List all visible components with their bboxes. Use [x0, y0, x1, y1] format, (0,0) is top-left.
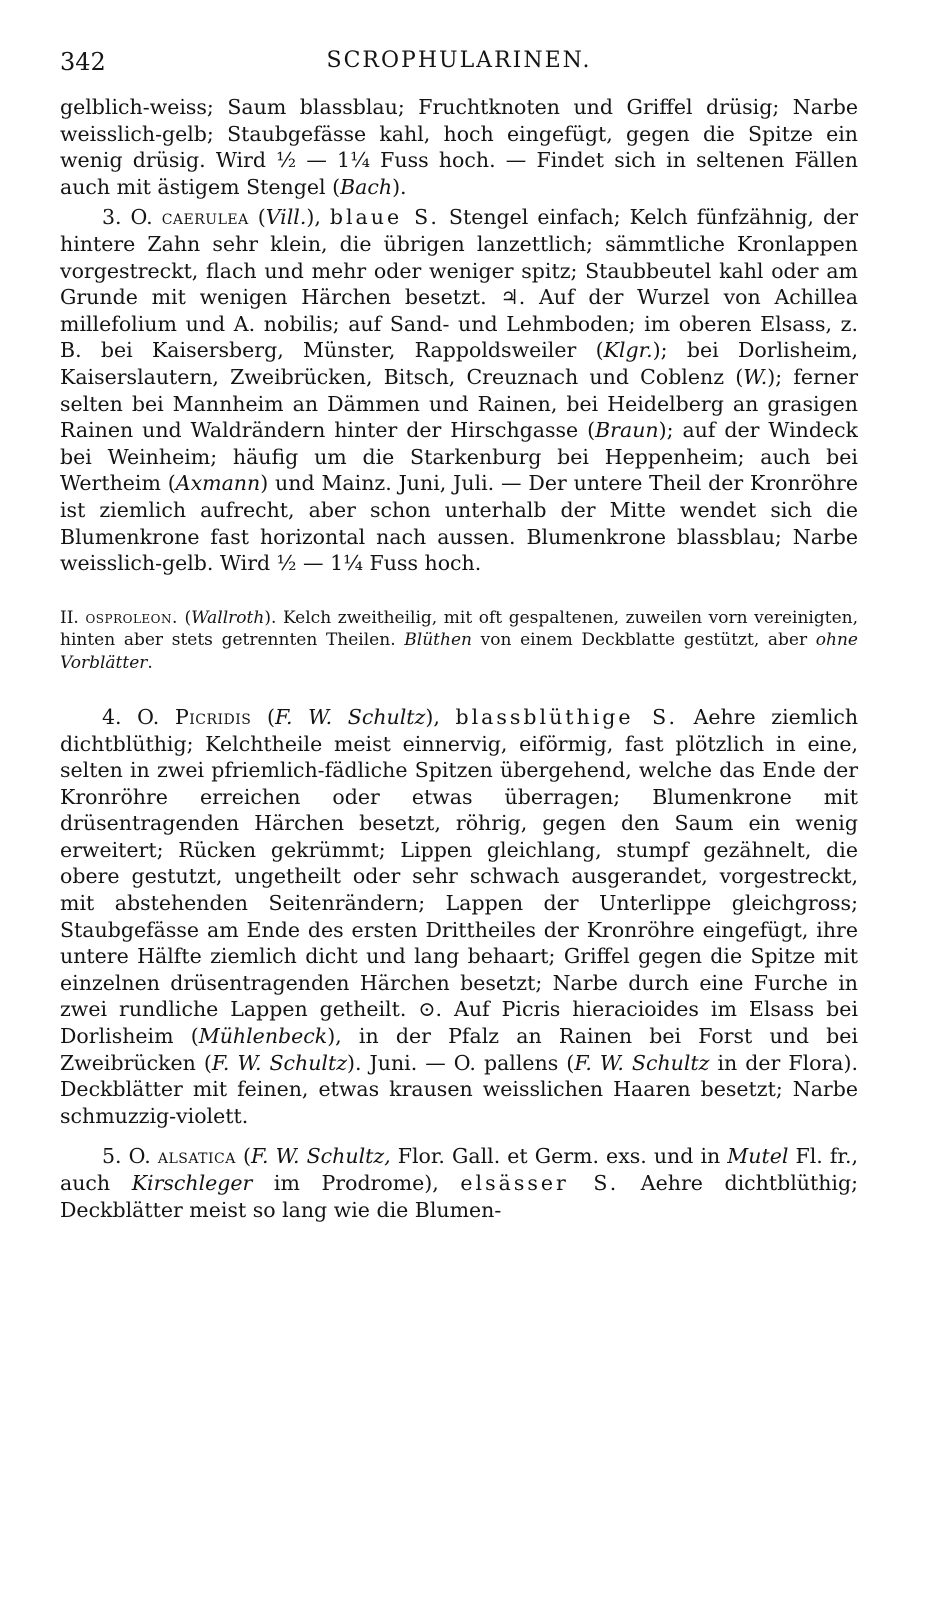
punctuation: ),: [425, 704, 456, 729]
species-entry-picridis: [60, 704, 858, 1130]
punctuation: (: [177, 607, 192, 628]
species-entry-caerulea: [60, 204, 858, 576]
description-text: in der Flora). Deckblätter mit feinen, etwas krausen weisslichen Haaren besetzt; Narbe schmuzzig-violett.: [60, 1050, 859, 1128]
author-citation: F. W. Schultz: [211, 1050, 348, 1075]
author-citation: Mühlenbeck: [198, 1024, 328, 1049]
punctuation: (: [235, 1144, 251, 1169]
author-citation: Klgr.: [603, 338, 653, 363]
entry-number: 3. O.: [102, 205, 153, 230]
description-text: Fl. fr., auch: [60, 1144, 859, 1195]
paragraph-text: ).: [392, 174, 407, 199]
description-text: ); auf der Windeck bei Weinheim; häufig um die Starkenburg bei Heppenheim; auch bei Wertheim (: [60, 418, 858, 496]
common-name: blassblüthige S.: [455, 704, 678, 729]
paragraph-text: gelblich-weiss; Saum blassblau; Fruchtknoten und Griffel drüsig; Narbe weisslich-gelb; Staubgefässe kahl, hoch eingefügt, gegen die Spitze ein wenig drüsig. Wird ½ — 1¼ Fuss hoch. — Findet sich in seltenen Fällen auch mit ästigem Stengel (: [60, 95, 858, 199]
species-name: Picridis: [174, 704, 252, 729]
entry-number: 5. O.: [102, 1144, 151, 1169]
entry-number: 4. O.: [102, 704, 160, 729]
section-emphasis: Blüthen: [404, 630, 472, 651]
continued-paragraph: [60, 94, 858, 200]
species-name: caerulea: [161, 205, 249, 230]
species-author: F. W. Schultz,: [250, 1144, 391, 1169]
species-name: alsatica: [157, 1144, 236, 1169]
section-name: osproleon.: [85, 607, 178, 628]
description-text: ); bei Dorlisheim, Kaiserslautern, Zweibrücken, Bitsch, Creuznach und Coblenz (: [60, 338, 859, 389]
description-text: Stengel einfach; Kelch fünfzähnig, der hintere Zahn sehr klein, die übrigen lanzettlich; sämmtliche Kronlappen vorgestreckt, flach und mehr oder weniger spitz; Staubbeutel kahl oder am Grunde mit wenigen Härchen besetzt. ♃. Auf der Wurzel von Achillea millefolium und A. nobilis; auf Sand- und Lehmboden; im oberen Elsass, z. B. bei Kaisersberg, Münster, Rappoldsweiler (: [60, 205, 859, 363]
section-number: II.: [60, 607, 79, 628]
description-text: ), in der Pfalz an Rainen bei Forst und bei Zweibrücken (: [60, 1024, 858, 1075]
punctuation: (: [251, 704, 276, 729]
author-citation: Axmann: [175, 471, 261, 496]
description-text: Aehre ziemlich dichtblüthig; Kelchtheile meist einnervig, eiförmig, fast plötzlich in eine, selten in zwei pfriemlich-fädliche Spitzen übergehend, welche das Ende der Kronröhre erreichen oder etwas überragen; Blumenkrone mit drüsentragenden Härchen besetzt, röhrig, gegen den Saum ein wenig erweitert; Rücken gekrümmt; Lippen gleichlang, stumpf gezähnelt, die obere gestutzt, ungetheilt oder sehr schwach ausgerandet, vorgestreckt, mit abstehenden Seitenrändern; Lappen der Unterlippe gleichgross; Staubgefässe am Ende des ersten Drittheiles der Kronröhre eingefügt, ihre untere Hälfte ziemlich dicht und lang behaart; Griffel gegen die Spitze mit einzelnen drüsentragenden Härchen besetzt; Narbe durch eine Furche in zwei rundliche Lappen getheilt. ⊙. Auf Picris hieracioides im Elsass bei Dorlisheim (: [60, 704, 859, 1049]
section-emphasis: ohne Vorblätter: [60, 630, 858, 673]
section-text: .: [147, 652, 153, 673]
page-number: 342: [60, 48, 106, 76]
common-name: blaue S.: [329, 205, 440, 230]
species-entry-alsatica: [60, 1143, 858, 1223]
author-citation: W.: [743, 364, 768, 389]
author-citation: Braun: [595, 418, 659, 443]
description-text: ). Juni. — O. pallens (: [347, 1050, 575, 1075]
section-osproleon: [60, 607, 858, 674]
description-text: ); ferner selten bei Mannheim an Dämmen und Rainen, bei Heidelberg an grasigen Rainen und Waldrändern hinter der Hirschgasse (: [60, 364, 858, 443]
section-text: von einem Deckblatte gestützt, aber: [471, 630, 816, 651]
punctuation: ),: [306, 205, 330, 230]
author-citation: Mutel: [727, 1144, 789, 1169]
description-text: Flor. Gall. et Germ. exs. und in: [390, 1144, 728, 1169]
page-header: [60, 48, 858, 94]
description-text: ) und Mainz. Juni, Juli. — Der untere Theil der Kronröhre ist ziemlich aufrecht, aber schon unterhalb der Mitte wendet sich die Blumenkrone fast horizontal nach aussen. Blumenkrone blassblau; Narbe weisslich-gelb. Wird ½ — 1¼ Fuss hoch.: [60, 471, 858, 576]
common-name: elsässer S.: [460, 1171, 620, 1195]
running-title: SCROPHULARINEN.: [326, 48, 592, 73]
section-author: Wallroth: [191, 607, 265, 628]
author-citation: F. W. Schultz: [574, 1050, 710, 1075]
species-author: Vill.: [265, 205, 307, 230]
author-citation: Bach: [340, 174, 393, 199]
species-author: F. W. Schultz: [275, 704, 426, 729]
author-citation: Kirschleger: [131, 1171, 253, 1195]
punctuation: (: [248, 205, 266, 230]
description-text: im Prodrome),: [252, 1171, 461, 1195]
section-text: ). Kelch zweitheilig, mit oft gespaltenen, zuweilen vorn vereinigten, hinten aber stets getrennten Theilen.: [60, 607, 858, 651]
description-text: Aehre dichtblüthig; Deckblätter meist so lang wie die Blumen-: [60, 1171, 858, 1222]
